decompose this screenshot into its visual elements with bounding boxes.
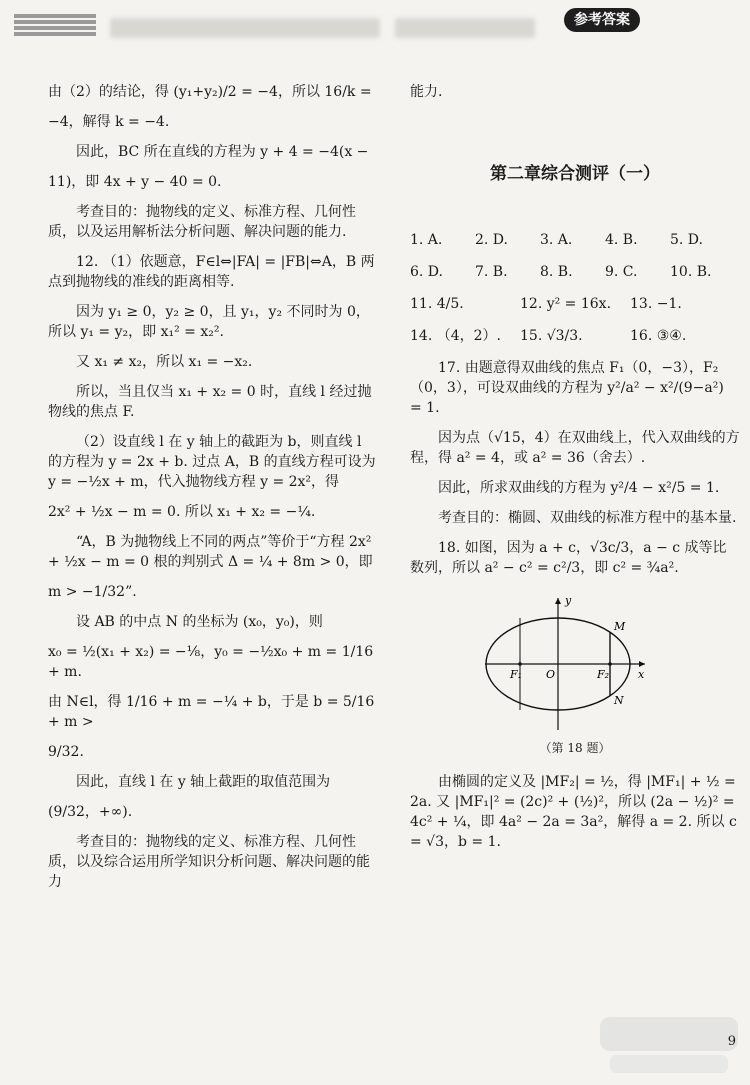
paragraph: (9/32，+∞).: [48, 804, 133, 820]
paragraph: m > −1/32”.: [48, 584, 137, 600]
paragraph: 因为 y₁ ≥ 0，y₂ ≥ 0，且 y₁，y₂ 不同时为 0，所以 y₁ = y₂，即 x₁² = x₂².: [48, 304, 370, 340]
paragraph: 12. （1）依题意，F∈l⇔|FA| = |FB|⇔A，B 两点到抛物线的准线的距离相等.: [48, 254, 375, 290]
answer: 9. C.: [605, 264, 638, 280]
answer: 12. y² = 16x.: [520, 296, 612, 312]
figure-caption: （第 18 题）: [539, 741, 611, 755]
y-label: y: [565, 594, 572, 607]
paragraph: 因此，所求双曲线的方程为 y²/4 − x²/5 = 1.: [438, 480, 720, 496]
answer: 8. B.: [540, 264, 573, 280]
answer: 14. （4，2）.: [410, 328, 501, 344]
section-title: 第二章综合测评（一）: [490, 164, 660, 184]
paragraph: 11)，即 4x + y − 40 = 0.: [48, 174, 222, 190]
header-blur-strip: [110, 18, 380, 38]
paragraph: 17. 由题意得双曲线的焦点 F₁（0，−3），F₂（0，3），可设双曲线的方程为 y²/a² − x²/(9−a²) = 1.: [410, 360, 724, 416]
paragraph: x₀ = ½(x₁ + x₂) = −⅛，y₀ = −½x₀ + m = 1/16 + m.: [48, 644, 374, 680]
answer: 10. B.: [670, 264, 712, 280]
paragraph: 能力.: [410, 84, 443, 100]
paragraph: 所以，当且仅当 x₁ + x₂ = 0 时，直线 l 经过抛物线的焦点 F.: [48, 384, 372, 420]
paragraph: 因为点（√15，4）在双曲线上，代入双曲线的方程，得 a² = 4，或 a² = 36（舍去）.: [410, 430, 740, 466]
watermark-logo: [594, 1011, 744, 1081]
x-axis-arrow: [639, 661, 645, 667]
paragraph: 设 AB 的中点 N 的坐标为 (x₀，y₀)，则: [76, 614, 323, 630]
paragraph: 考查目的：抛物线的定义、标准方程、几何性质，以及运用解析法分析问题、解决问题的能力.: [48, 204, 356, 240]
focus-f2: [608, 662, 612, 666]
answer: 7. B.: [475, 264, 508, 280]
paragraph: 18. 如图，因为 a + c，√3c/3，a − c 成等比数列，所以 a² − c² = c²/3，即 c² = ¾a².: [410, 540, 727, 576]
point-n-label: N: [614, 694, 624, 707]
y-axis-arrow: [555, 598, 561, 604]
paragraph: 考查目的：椭圆、双曲线的标准方程中的基本量.: [438, 510, 737, 526]
paragraph: 由（2）的结论，得 (y₁+y₂)/2 = −4，所以 16/k =: [48, 84, 372, 100]
paragraph: 由 N∈l，得 1/16 + m = −¼ + b，于是 b = 5/16 + m >: [48, 694, 375, 730]
x-label: x: [638, 668, 645, 681]
point-m-label: M: [614, 620, 626, 633]
f1-label: F₁: [510, 668, 523, 681]
paragraph: 由椭圆的定义及 |MF₂| = ½，得 |MF₁| + ½ = 2a. 又 |MF₁|² = (2c)² + (½)²，所以 (2a − ½)² = 4c² + ¼，即 4a² − 2a = 3a²，解得 a = 2. 所以 c = √3，b = 1.: [410, 774, 737, 850]
page-number: 9: [727, 1034, 736, 1049]
f2-label: F₂: [597, 668, 610, 681]
answer: 2. D.: [475, 232, 508, 248]
paragraph: 考查目的：抛物线的定义、标准方程、几何性质，以及综合运用所学知识分析问题、解决问题的能力: [48, 834, 370, 890]
ellipse-figure: [480, 592, 650, 732]
answer-row: [410, 294, 740, 314]
origin-label: O: [546, 668, 556, 681]
answer-row: [410, 262, 740, 282]
answer-row: [410, 230, 740, 250]
answer: 5. D.: [670, 232, 703, 248]
ellipse-diagram: [480, 592, 650, 732]
focus-f1: [518, 662, 522, 666]
header-decoration: [14, 12, 96, 42]
answer: 1. A.: [410, 232, 443, 248]
answer: 16. ③④.: [630, 328, 687, 344]
paragraph: 2x² + ½x − m = 0. 所以 x₁ + x₂ = −¼.: [48, 504, 316, 520]
header-blur-strip: [395, 18, 535, 38]
paragraph: 因此，BC 所在直线的方程为 y + 4 = −4(x −: [76, 144, 369, 160]
paragraph: 又 x₁ ≠ x₂，所以 x₁ = −x₂.: [76, 354, 253, 370]
answer: 4. B.: [605, 232, 638, 248]
answer-key-badge: 参考答案: [564, 8, 640, 32]
answer-row: [410, 326, 740, 346]
answer: 11. 4/5.: [410, 296, 464, 312]
answer: 15. √3/3.: [520, 328, 583, 344]
paragraph: 因此，直线 l 在 y 轴上截距的取值范围为: [76, 774, 331, 790]
left-column: [48, 82, 378, 902]
paragraph: −4，解得 k = −4.: [48, 114, 170, 130]
answer: 6. D.: [410, 264, 443, 280]
answer: 13. −1.: [630, 296, 682, 312]
paragraph: 9/32.: [48, 744, 84, 760]
paragraph: “A，B 为抛物线上不同的两点”等价于“方程 2x² + ½x − m = 0 根的判别式 Δ = ¼ + 8m > 0，即: [48, 534, 373, 570]
right-column: [410, 82, 740, 862]
answer: 3. A.: [540, 232, 573, 248]
paragraph: （2）设直线 l 在 y 轴上的截距为 b，则直线 l 的方程为 y = 2x + b. 过点 A，B 的直线方程可设为 y = −½x + m，代入抛物线方程 y = 2x²，得: [48, 434, 376, 490]
